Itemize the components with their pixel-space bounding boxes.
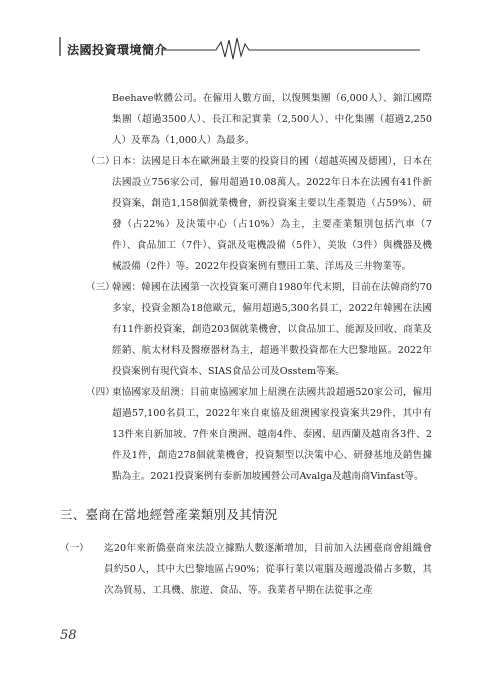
item-text: 日本：法國是日本在歐洲最主要的投資目的國（超越英國及德國），日本在法國設立756家公司，僱用超過10.08萬人。2022年日本在法國有41件新投資案，創造1,158個就業機會，新投資案主要以生產製造（占59%）、研發（占22%）及決策中心（占10%）為主，主要產業類別包括汽車（7件）、食品加工（7件）、資訊及電機設備（5件）、美妝（3件）與機器及機械設備（2件）等。2022年投資案例有豐田工業、洋馬及三井物業等。 (112, 156, 432, 272)
item-number: （一） (60, 543, 89, 554)
list-item-asean (60, 382, 432, 487)
item-number: （四） (86, 387, 115, 398)
section-heading: 三、臺商在當地經營產業類別及其情況 (60, 507, 278, 522)
page-header (0, 0, 480, 70)
list-item-korea (60, 277, 432, 382)
header-heartbeat-line (0, 0, 480, 70)
header-title: 法國投資環境簡介 (67, 43, 168, 57)
page-number: 58 (60, 628, 77, 643)
item-number: （二） (86, 156, 115, 167)
item-text: 韓國：韓國在法國第一次投資案可溯自1980年代末期，目前在法韓商約70多家，投資金額為18億歐元，僱用超過5,300名員工，2022年韓國在法國有11件新投資案，創造203個就業機會，以食品加工、能源及回收、商業及經銷、航太材料及醫療器材為主，超過半數投資都在大巴黎地區。2022年投資案例有現代資本、SIAS食品公司及Osstem等案。 (112, 282, 432, 377)
item-number: （三） (86, 282, 115, 293)
item-text: 迄20年來新僑臺商來法設立據點人數逐漸增加，目前加入法國臺商會組織會員約50人，其中大巴黎地區占90%；從事行業以電腦及週邊設備占多數，其次為貿易、工具機、旅遊、食品、等。我業者早期在法從事之產 (104, 543, 432, 596)
body-text (60, 88, 432, 601)
list-item-japan (60, 151, 432, 277)
intro-continuation: Beehave軟體公司。在僱用人數方面，以復興集團（6,000人）、錦江國際集團（超過3500人）、長江和記實業（2,500人）、中化集團（超過2,250人）及華為（1,000人）為最多。 (112, 93, 432, 146)
item-text: 東協國家及紐澳：目前東協國家加上紐澳在法國共設超過520家公司，僱用超過57,100名員工，2022年來自東協及紐澳國家投資案共29件，其中有13件來自新加坡、7件來自澳洲、越南4件、泰國、紐西蘭及越南各3件、2件及1件，創造278個就業機會，投資類型以決策中心、研發基地及銷售據點為主。2021投資案例有泰新加坡國營公司Avalga及越南商Vinfast等。 (112, 387, 432, 482)
list-item-taiwan-business (60, 538, 432, 601)
